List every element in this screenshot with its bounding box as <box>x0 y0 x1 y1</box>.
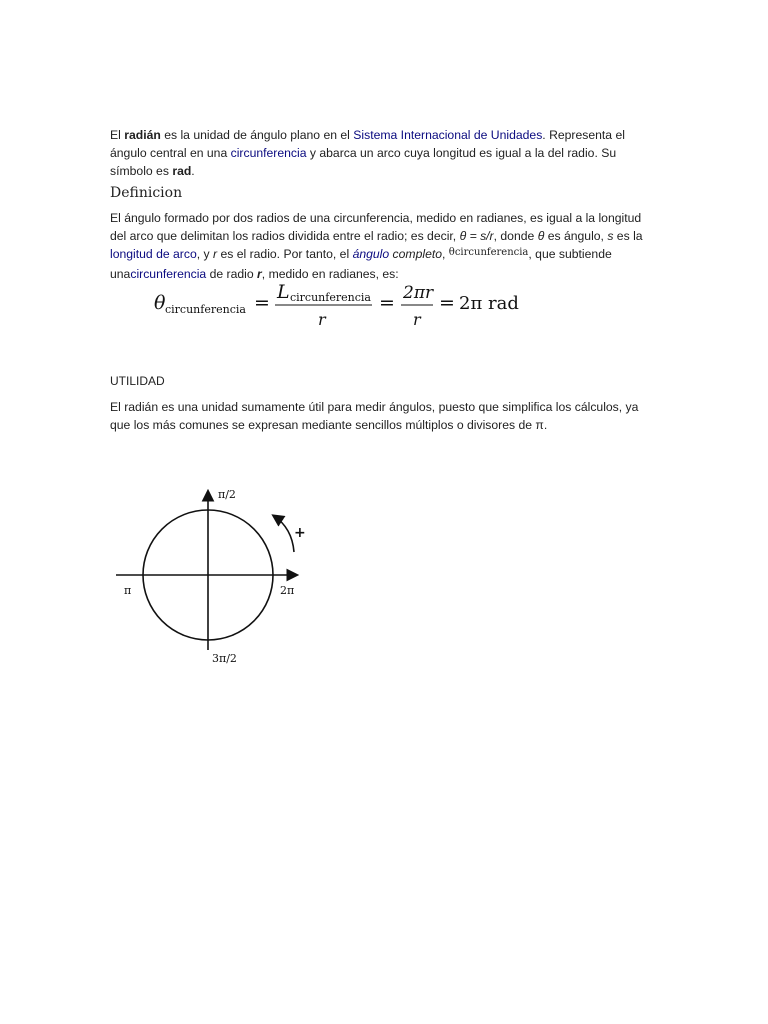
theta-inline-math: θcircunferencia <box>448 247 529 258</box>
label-plus: + <box>294 525 306 541</box>
radian-term: radián <box>124 128 161 142</box>
si-link[interactable]: Sistema Internacional de Unidades <box>353 128 543 142</box>
unit-circle-diagram <box>108 480 318 670</box>
arc-length-link[interactable]: longitud de arco <box>110 247 197 261</box>
angulo-link[interactable]: ángulo <box>352 247 390 261</box>
utility-heading: UTILIDAD <box>110 374 165 388</box>
formula-den-1: r <box>318 310 326 329</box>
formula-L: L <box>277 281 290 303</box>
label-2pi: 2π <box>280 584 295 597</box>
intro-paragraph: El radián es la unidad de ángulo plano en el Sistema Internacional de Unidades. Representa el ángulo central en una circunferencia y abarca un arco cuya longitud es igual a la del radio. Su símbolo es rad. <box>110 128 625 178</box>
rad-symbol: rad <box>172 164 192 178</box>
formula-den-2: r <box>413 310 421 329</box>
rotation-arrow <box>274 516 294 552</box>
formula-L-sub: circunferencia <box>290 291 371 304</box>
formula-num-2: 2πr <box>403 283 434 303</box>
formula-theta-sub: circunferencia <box>165 303 246 316</box>
utility-paragraph: El radián es una unidad sumamente útil para medir ángulos, puesto que simplifica los cálculos, ya que los más comunes se expresan mediante sencillos múltiplos o divisores de π. <box>110 400 639 432</box>
circunferencia-link-2[interactable]: circunferencia <box>130 267 207 281</box>
label-pi-half: π/2 <box>218 488 236 501</box>
formula-eq-1: = <box>254 292 270 314</box>
definition-heading: Definicion <box>110 185 183 201</box>
formula-eq-3: = <box>439 292 455 314</box>
circunferencia-link[interactable]: circunferencia <box>230 146 307 160</box>
label-pi: π <box>124 584 132 597</box>
formula-theta: θ <box>154 292 166 314</box>
definition-paragraph: El ángulo formado por dos radios de una circunferencia, medido en radianes, es igual a la longitud del arco que delimitan los radios dividida entre el radio; es decir, θ = s/r, donde θ es ángulo, s es la longitud de arco, y r es el radio. Por tanto, el ángulo completo, $^{\theta circunferencia}$, que subtiende unacircunferencia de radio r, medido en radianes, es: <box>110 211 643 281</box>
label-3pi-half: 3π/2 <box>212 652 237 665</box>
radian-formula <box>150 278 530 330</box>
formula-eq-2: = <box>379 292 395 314</box>
formula-result: 2π rad <box>459 293 519 314</box>
